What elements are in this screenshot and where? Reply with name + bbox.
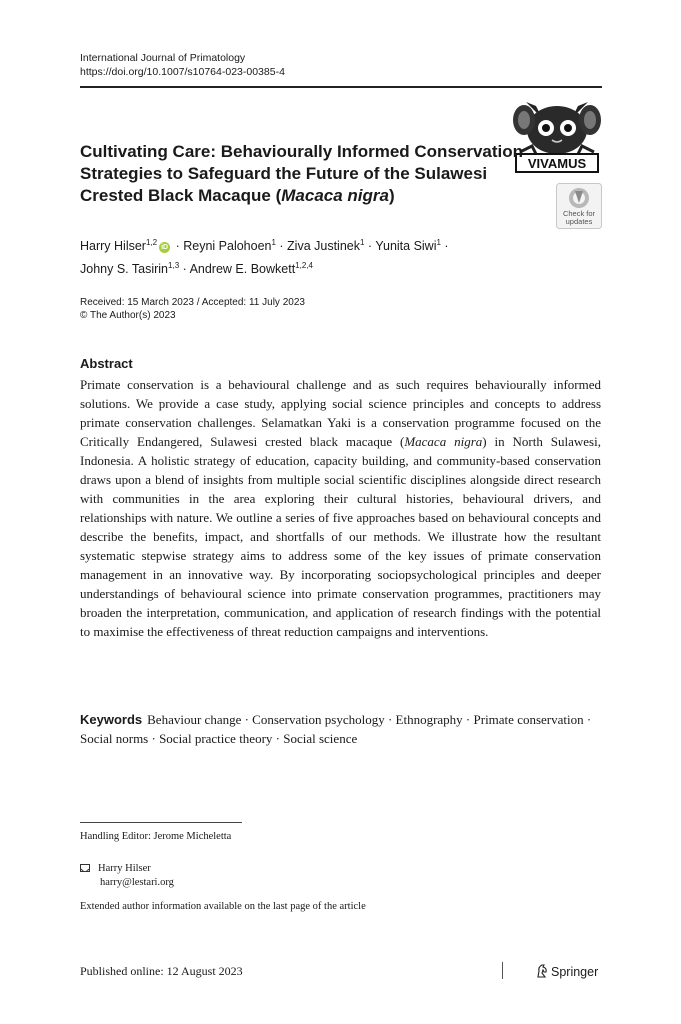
footnote-rule (80, 822, 242, 823)
abstract-heading: Abstract (80, 356, 133, 371)
journal-name: International Journal of Primatology (80, 52, 246, 64)
abstract-species: Macaca nigra (404, 434, 483, 449)
header-rule (80, 86, 602, 88)
springer-horse-icon (536, 964, 548, 978)
published-date: Published online: 12 August 2023 (80, 964, 243, 978)
keywords (80, 710, 601, 748)
journal-header (80, 51, 285, 79)
crossmark-line1: Check for (562, 209, 596, 218)
author-affiliation: 1 (360, 238, 365, 247)
footer-separator (502, 962, 503, 979)
author-name[interactable]: Johny S. Tasirin (80, 262, 169, 277)
title-species: Macaca nigra (281, 186, 389, 205)
author-name[interactable]: Harry Hilser (80, 239, 146, 254)
corresponding-author (80, 862, 174, 890)
orcid-icon[interactable]: iD (161, 244, 169, 252)
author-name[interactable]: Yunita Siwi (375, 239, 437, 254)
publisher-logo (536, 964, 598, 979)
abstract-body (80, 375, 601, 641)
crossmark-line2: updates (565, 217, 593, 226)
article-dates (80, 296, 305, 322)
author-name[interactable]: Andrew E. Bowkett (189, 262, 296, 277)
keywords-text: Behaviour change · Conservation psychology · Ethnography · Primate conservation · Social norms · Social practice theory · Social science (80, 712, 592, 746)
contact-name: Harry Hilser (98, 863, 151, 874)
check-for-updates-badge[interactable] (556, 183, 602, 229)
author-affiliation: 1,2 (145, 238, 158, 247)
received-accepted: Received: 15 March 2023 / Accepted: 11 July 2023 (80, 297, 305, 308)
keywords-label: Keywords (80, 712, 143, 727)
logo-text: VIVAMUS (527, 156, 587, 171)
author-affiliation: 1 (436, 238, 441, 247)
abstract-text: Primate conservation is a behavioural challenge and as such requires behaviourally informed solutions. We provide a case study, applying social science principles and concepts to address primate conservation challenges. Selamatkan Yaki is a conservation programme focused on the Critically Endangered, Sulawesi crested black macaque ( (80, 377, 601, 449)
author-affiliation: 1 (271, 238, 276, 247)
author-name[interactable]: Ziva Justinek (287, 239, 360, 254)
author-affiliation: 1,2,4 (295, 261, 313, 271)
handling-editor: Handling Editor: Jerome Micheletta (80, 831, 232, 842)
title-main: Cultivating Care: Behaviourally Informed Conservation Strategies to Safeguard the Future of the Sulawesi Crested Black Macaque ( (80, 142, 524, 205)
abstract-text: ) in North Sulawesi, Indonesia. A holistic strategy of education, capacity building, and community-based conservation draws upon a blend of insights from multiple social scientific disciplines alongside direct research with communities in the area exploring their cultural histories, behavioural drivers, and relationships with nature. We outline a series of five approaches based on behavioural concepts and describe the benefits, impact, and shortfalls of our methods. We illustrate how the resultant systematic stepwise strategy aims to address some of the key issues of primate conservation management in an innovative way. By incorporating sociopsychological principles and deeper understandings of behavioural science into primate conservation programmes, practitioners may broaden the interpretation, communication, and application of research findings with the potential to maximise the effectiveness of threat reduction campaigns and interventions. (80, 434, 601, 639)
author-affiliation: 1,3 (168, 261, 180, 271)
publisher-name: Springer (551, 965, 599, 979)
article-title (80, 141, 540, 207)
extended-author-info: Extended author information available on the last page of the article (80, 901, 366, 912)
contact-email[interactable]: harry@lestari.org (100, 877, 174, 888)
title-end: ) (388, 186, 395, 205)
copyright: © The Author(s) 2023 (80, 310, 176, 321)
author-name[interactable]: Reyni Palohoen (183, 239, 272, 254)
envelope-icon (80, 864, 90, 872)
doi-link[interactable]: https://doi.org/10.1007/s10764-023-00385-4 (80, 66, 285, 78)
author-list: Harry Hilser$^{1,2}$iD · Reyni Palohoen$^1$ · Ziva Justinek$^1$ · Yunita Siwi$^1$ · Johny S. Tasirin$^{1,3}$ · Andrew E. Bowkett$^{1,2,4}$ (80, 238, 449, 277)
